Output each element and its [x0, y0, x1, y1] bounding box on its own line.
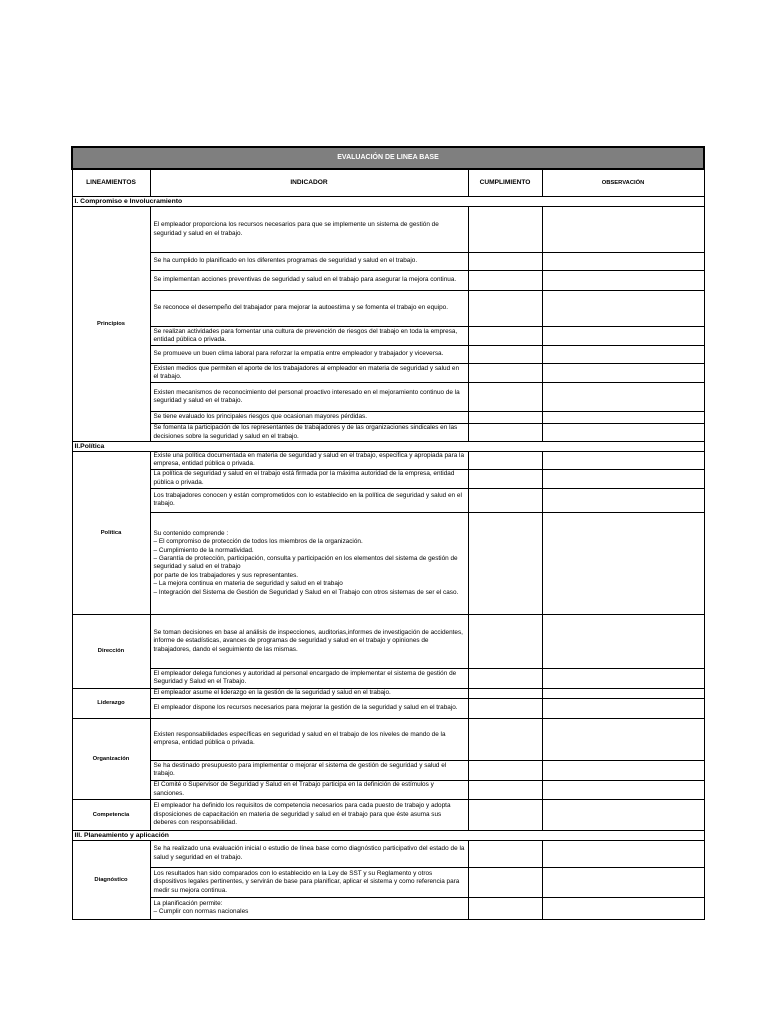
indicador-line: Se implementan acciones preventivas de seguridad y salud en el trabajo para asegurar la mejora continua. [153, 276, 457, 284]
indicador-line: Se ha destinado presupuesto para implementar o mejorar el sistema de gestión de seguridad y salud el trabajo. [153, 761, 447, 778]
indicador-line: La política de seguridad y salud en el trabajo está firmada por la máxima autoridad de la empresa, entidad pública o privada. [153, 470, 455, 486]
table-row [72, 452, 704, 470]
table-body [72, 197, 704, 920]
indicador-line: El empleador ha definido los requisitos de competencia necesarios para cada puesto de trabajo y adopta disposiciones de capacitación en materia de seguridad y salud en el trabajo para que éste asuma sus deberes con responsabilidad. [153, 802, 451, 827]
cumplimiento-cell[interactable] [468, 614, 542, 668]
indicador-line: Se reconoce el desempeño del trabajador para mejorar la autoestima y se fomenta el trabajo en equipo. [153, 304, 449, 312]
table-row [72, 488, 704, 512]
indicador-cell [150, 867, 468, 897]
indicador-line: El empleador asume el liderazgo en la gestión de la seguridad y salud en el trabajo. [153, 689, 391, 697]
cumplimiento-cell[interactable] [468, 452, 542, 470]
observacion-cell[interactable] [542, 424, 704, 442]
indicador-cell [150, 668, 468, 688]
table-row [72, 383, 704, 412]
evaluation-sheet [71, 146, 703, 920]
table-row [72, 614, 704, 668]
cumplimiento-cell[interactable] [468, 780, 542, 799]
observacion-cell[interactable] [542, 383, 704, 412]
table-row [72, 698, 704, 718]
cumplimiento-cell[interactable] [468, 207, 542, 253]
indicador-line: Su contenido comprende : [153, 529, 229, 537]
cumplimiento-cell[interactable] [468, 840, 542, 867]
cumplimiento-cell[interactable] [468, 327, 542, 346]
section-title: II.Política [72, 442, 704, 452]
indicador-cell [150, 760, 468, 780]
lineamiento-cell: Dirección [72, 614, 150, 688]
lineamiento-cell: Política [72, 452, 150, 615]
header-lineamientos: LINEAMIENTOS [72, 169, 150, 197]
observacion-cell[interactable] [542, 668, 704, 688]
table-row [72, 897, 704, 919]
observacion-cell[interactable] [542, 897, 704, 919]
observacion-cell[interactable] [542, 780, 704, 799]
baseline-evaluation-table [71, 146, 705, 920]
header-indicador: INDICADOR [150, 169, 468, 197]
lineamiento-cell: Principios [72, 207, 150, 442]
indicador-line: El empleador proporciona los recursos necesarios para que se implemente un sistema de gestión de seguridad y salud en el trabajo. [153, 221, 439, 237]
observacion-cell[interactable] [542, 469, 704, 488]
cumplimiento-cell[interactable] [468, 291, 542, 327]
indicador-cell [150, 512, 468, 614]
table-row [72, 207, 704, 253]
indicador-cell [150, 799, 468, 830]
indicador-line: Existen mecanismos de reconocimiento del personal proactivo interesado en el mejoramiento continuo de la seguridad y salud en el trabajo. [153, 388, 460, 404]
indicador-cell [150, 780, 468, 799]
observacion-cell[interactable] [542, 698, 704, 718]
observacion-cell[interactable] [542, 760, 704, 780]
table-row [72, 512, 704, 614]
indicador-line: Los resultados han sido comparados con lo establecido en la Ley de SST y su Reglamento y otros dispositivos legales pertinentes, y servirán de base para planificar, aplicar el sistema y como referencia para medir su mejora continua. [153, 869, 460, 894]
cumplimiento-cell[interactable] [468, 760, 542, 780]
observacion-cell[interactable] [542, 452, 704, 470]
table-row [72, 760, 704, 780]
indicador-line: – Cumplir con normas nacionales [153, 908, 249, 916]
cumplimiento-cell[interactable] [468, 271, 542, 291]
observacion-cell[interactable] [542, 271, 704, 291]
table-row [72, 271, 704, 291]
indicador-line: – Integración del Sistema de Gestión de Seguridad y Salud en el Trabajo con otros sistemas de ser el caso. [153, 588, 459, 596]
table-row [72, 668, 704, 688]
lineamiento-cell: Liderazgo [72, 688, 150, 718]
indicador-line: – El compromiso de protección de todos los miembros de la organización. [153, 538, 363, 546]
observacion-cell[interactable] [542, 688, 704, 698]
header-observacion: OBSERVACIÓN [542, 169, 704, 197]
indicador-line: – Cumplimiento de la normatividad. [153, 546, 254, 554]
indicador-line: Existe una política documentada en materia de seguridad y salud en el trabajo, especifica y apropiada para la empresa, entidad pública o privada. [153, 452, 464, 468]
table-row [72, 327, 704, 346]
indicador-line: por parte de los trabajadores y sus representantes. [153, 571, 299, 579]
table-row [72, 346, 704, 364]
indicador-line: Se promueve un buen clima laboral para reforzar la empatía entre empleador y trabajador y viceversa. [153, 350, 444, 358]
observacion-cell[interactable] [542, 840, 704, 867]
indicador-line: El empleador delega funciones y autoridad al personal encargado de implementar el sistema de gestión de Seguridad y Salud en el Trabajo. [153, 669, 457, 686]
table-row [72, 840, 704, 867]
observacion-cell[interactable] [542, 614, 704, 668]
indicador-cell [150, 327, 468, 346]
cumplimiento-cell[interactable] [468, 488, 542, 512]
indicador-cell [150, 364, 468, 383]
cumplimiento-cell[interactable] [468, 253, 542, 271]
indicador-cell [150, 688, 468, 698]
observacion-cell[interactable] [542, 346, 704, 364]
indicador-cell [150, 840, 468, 867]
observacion-cell[interactable] [542, 867, 704, 897]
observacion-cell[interactable] [542, 718, 704, 760]
indicador-line: Los trabajadores conocen y están comprometidos con lo establecido en la política de seguridad y salud en el trabajo. [153, 491, 462, 508]
observacion-cell[interactable] [542, 799, 704, 830]
indicador-cell [150, 614, 468, 668]
cumplimiento-cell[interactable] [468, 346, 542, 364]
header-cumplimiento: CUMPLIMIENTO [468, 169, 542, 197]
indicador-cell [150, 452, 468, 470]
table-row [72, 424, 704, 442]
cumplimiento-cell[interactable] [468, 688, 542, 698]
observacion-cell[interactable] [542, 253, 704, 271]
indicador-line: Se realizan actividades para fomentar una cultura de prevención de riesgos del trabajo en toda la empresa, entidad pública o privada. [153, 327, 458, 343]
indicador-cell [150, 698, 468, 718]
indicador-line: Existen medios que permiten el aporte de los trabajadores al empleador en materia de seguridad y salud en el trabajo. [153, 364, 460, 380]
indicador-cell [150, 718, 468, 760]
indicador-line: Se ha realizado una evaluación inicial o estudio de línea base como diagnóstico participativo del estado de la salud y seguridad en el trabajo. [153, 845, 465, 861]
indicador-line: Se tiene evaluado los principales riesgos que ocasionan mayores pérdidas. [153, 413, 368, 421]
section-title: I. Compromiso e Involucramiento [72, 197, 704, 207]
lineamiento-cell: Diagnóstico [72, 840, 150, 919]
indicador-cell [150, 253, 468, 271]
indicador-cell [150, 207, 468, 253]
cumplimiento-cell[interactable] [468, 698, 542, 718]
indicador-cell [150, 291, 468, 327]
table-row [72, 718, 704, 760]
table-row [72, 412, 704, 424]
table-row [72, 253, 704, 271]
section-row [72, 442, 704, 452]
cumplimiento-cell[interactable] [468, 512, 542, 614]
indicador-line: La planificación permite: [153, 899, 223, 907]
indicador-cell [150, 488, 468, 512]
observacion-cell[interactable] [542, 412, 704, 424]
table-row [72, 364, 704, 383]
table-row [72, 291, 704, 327]
indicador-line: Existen responsabilidades específicas en seguridad y salud en el trabajo de los niveles de mando de la empresa, entidad pública o privada. [153, 730, 446, 747]
indicador-line: – La mejora continua en materia de seguridad y salud en el trabajo [153, 580, 343, 588]
observacion-cell[interactable] [542, 291, 704, 327]
indicador-cell [150, 383, 468, 412]
cumplimiento-cell[interactable] [468, 424, 542, 442]
cumplimiento-cell[interactable] [468, 412, 542, 424]
cumplimiento-cell[interactable] [468, 799, 542, 830]
indicador-line: El Comité o Supervisor de Seguridad y Salud en el Trabajo participa en la definición de estímulos y sanciones. [153, 781, 434, 797]
cumplimiento-cell[interactable] [468, 867, 542, 897]
cumplimiento-cell[interactable] [468, 364, 542, 383]
observacion-cell[interactable] [542, 512, 704, 614]
table-row [72, 780, 704, 799]
lineamiento-cell: Organización [72, 718, 150, 799]
indicador-cell [150, 424, 468, 442]
table-row [72, 799, 704, 830]
cumplimiento-cell[interactable] [468, 469, 542, 488]
observacion-cell[interactable] [542, 488, 704, 512]
cumplimiento-cell[interactable] [468, 383, 542, 412]
indicador-line: Se toman decisiones en base al análisis de inspecciones, auditorias,informes de investigación de accidentes, informe de estadísticas, avances de programas de seguridad y salud en el trabajo y opiniones de trabajadores, dando el seguimiento de las mismas. [153, 628, 463, 653]
indicador-line: Se fomenta la participación de los representantes de trabajadores y de las organizaciones sindicales en las decisiones sobre la seguridad y salud en el trabajo. [153, 424, 458, 440]
section-title: III. Planeamiento y aplicación [72, 830, 704, 840]
indicador-line: Se ha cumplido lo planificado en los diferentes programas de seguridad y salud en el trabajo. [153, 257, 418, 265]
indicador-cell [150, 346, 468, 364]
table-row [72, 469, 704, 488]
cumplimiento-cell[interactable] [468, 668, 542, 688]
observacion-cell[interactable] [542, 327, 704, 346]
observacion-cell[interactable] [542, 364, 704, 383]
table-title: EVALUACIÓN DE LINEA BASE [72, 147, 704, 169]
indicador-line: El empleador dispone los recursos necesarios para mejorar la gestión de la seguridad y salud en el trabajo. [153, 704, 458, 712]
indicador-cell [150, 469, 468, 488]
cumplimiento-cell[interactable] [468, 897, 542, 919]
indicador-cell [150, 271, 468, 291]
table-row [72, 867, 704, 897]
indicador-cell [150, 412, 468, 424]
section-row [72, 197, 704, 207]
section-row [72, 830, 704, 840]
indicador-cell [150, 897, 468, 919]
indicador-line: – Garantía de protección, participación, consulta y participación en los elementos del sistema de gestión de seguridad y salud en el trabajo [153, 554, 458, 571]
table-row [72, 688, 704, 698]
observacion-cell[interactable] [542, 207, 704, 253]
cumplimiento-cell[interactable] [468, 718, 542, 760]
lineamiento-cell: Competencia [72, 799, 150, 830]
